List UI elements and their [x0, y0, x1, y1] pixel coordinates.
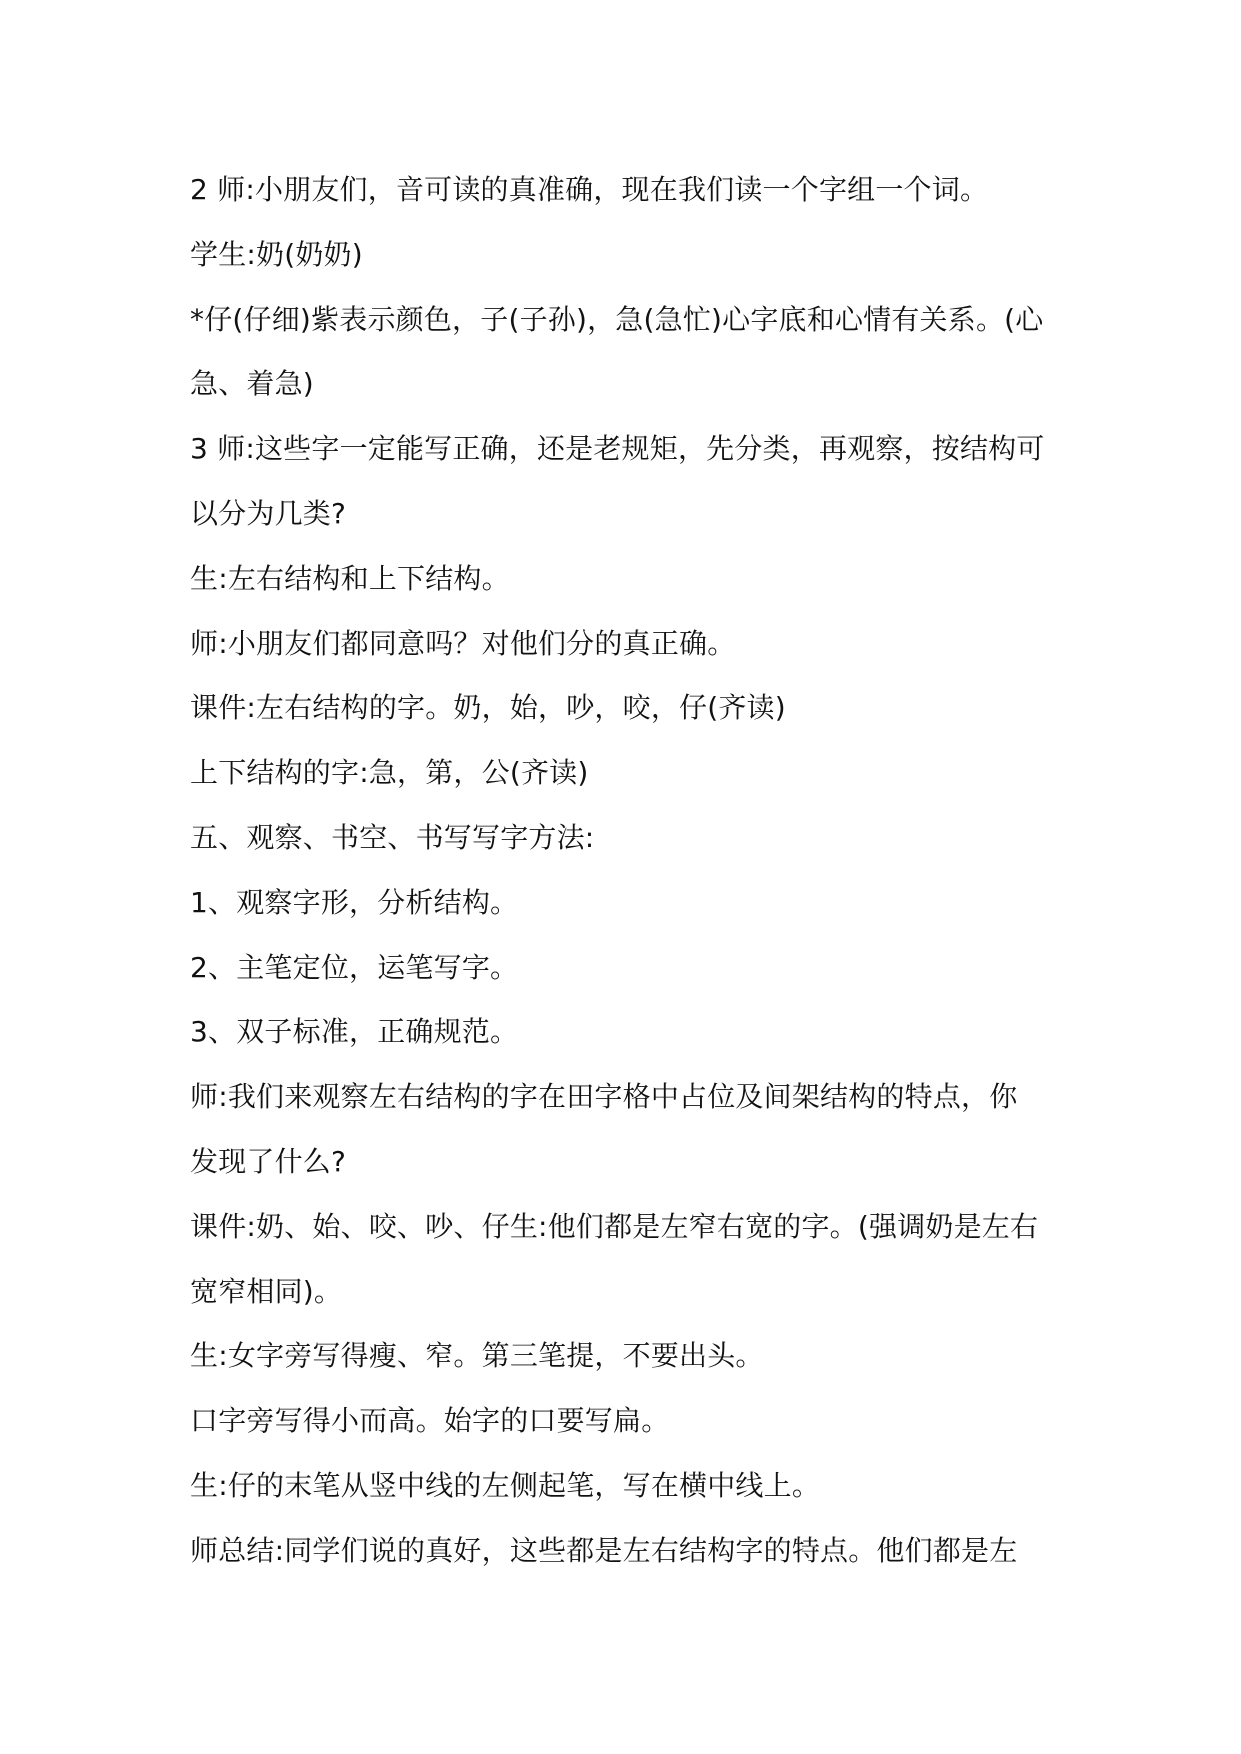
text-line-teacher-agree: 师:小朋友们都同意吗？对他们分的真正确。	[190, 626, 736, 660]
text-line-student-zai-last-stroke: 生:仔的末笔从竖中线的左侧起笔，写在横中线上。	[190, 1468, 821, 1502]
text-line-kou-radical: 口字旁写得小而高。始字的口要写扁。	[190, 1404, 670, 1438]
text-line-top-bottom-words: 上下结构的字:急，第，公(齐读)	[190, 756, 589, 790]
text-line-zai-zi-ji-cont: 急、着急)	[190, 367, 314, 401]
text-line-student-nv-radical: 生:女字旁写得瘦、窄。第三笔提，不要出头。	[190, 1339, 764, 1373]
text-line-zai-zi-ji: *仔(仔细)紫表示颜色，子(子孙)，急(急忙)心字底和心情有关系。(心	[190, 302, 1044, 336]
section-heading-writing-method: 五、观察、书空、书写写字方法:	[190, 820, 595, 854]
text-line-courseware-left-right: 课件:左右结构的字。奶，始，吵，咬，仔(齐读)	[190, 691, 786, 725]
text-line-courseware-narrow-wide: 课件:奶、始、咬、吵、仔生:他们都是左窄右宽的字。(强调奶是左右	[190, 1209, 1039, 1243]
text-line-teacher-classify-cont: 以分为几类?	[190, 496, 347, 530]
text-line-courseware-narrow-wide-cont: 宽窄相同)。	[190, 1274, 343, 1308]
text-line-student-structure: 生:左右结构和上下结构。	[190, 561, 510, 595]
text-line-teacher-observe: 师:我们来观察左右结构的字在田字格中占位及间架结构的特点，你	[190, 1080, 1018, 1114]
text-line-teacher-classify: 3 师:这些字一定能写正确，还是老规矩，先分类，再观察，按结构可	[190, 432, 1045, 466]
list-item-main-stroke: 2、主笔定位，运笔写字。	[190, 950, 519, 984]
text-line-teacher-summary: 师总结:同学们说的真好，这些都是左右结构字的特点。他们都是左	[190, 1533, 1018, 1567]
list-item-observe-shape: 1、观察字形，分析结构。	[190, 885, 519, 919]
text-line-teacher-read-words: 2 师:小朋友们，音可读的真准确，现在我们读一个字组一个词。	[190, 173, 989, 206]
text-line-student-nai: 学生:奶(奶奶)	[190, 237, 363, 271]
text-line-teacher-observe-cont: 发现了什么?	[190, 1144, 347, 1178]
list-item-standard: 3、双子标准，正确规范。	[190, 1015, 519, 1049]
document-body	[190, 158, 1070, 1584]
